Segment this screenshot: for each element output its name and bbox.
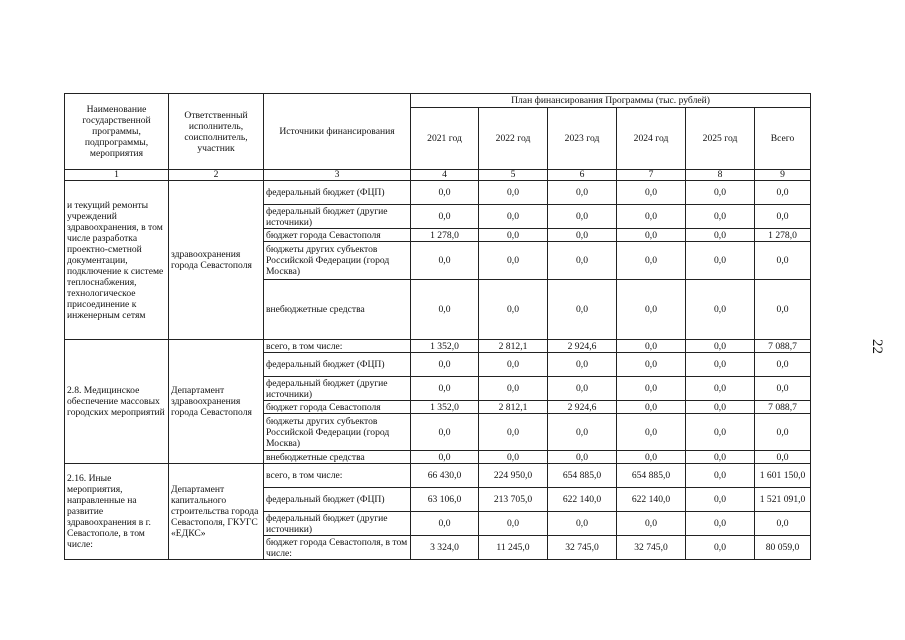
year-value: 0,0 — [686, 181, 755, 205]
total-value: 0,0 — [755, 414, 811, 451]
year-value: 0,0 — [479, 451, 548, 464]
year-value: 0,0 — [686, 512, 755, 536]
year-value: 0,0 — [617, 353, 686, 377]
col-number: 8 — [686, 170, 755, 181]
year-value: 0,0 — [411, 414, 479, 451]
funding-source: бюджеты других субъектов Российской Федерации (город Москва) — [264, 242, 411, 280]
year-value: 0,0 — [411, 205, 479, 229]
activity-name: и текущий ремонты учреждений здравоохранения, в том числе разработка проектно-сметной документации, подключение к системе теплоснабжения, технологическое присоединение к инженерным сетям — [65, 181, 169, 340]
year-value: 0,0 — [686, 353, 755, 377]
funding-source: бюджет города Севастополя — [264, 401, 411, 414]
header-year-2022: 2022 год — [479, 108, 548, 170]
header-year-2021: 2021 год — [411, 108, 479, 170]
year-value: 32 745,0 — [617, 536, 686, 560]
header-plan: План финансирования Программы (тыс. рублей) — [411, 94, 811, 108]
year-value: 0,0 — [479, 414, 548, 451]
year-value: 2 812,1 — [479, 401, 548, 414]
activity-name: 2.16. Иные мероприятия, направленные на развитие здравоохранения в г. Севастополе, в том числе: — [65, 464, 169, 560]
table-row — [65, 464, 811, 488]
year-value: 0,0 — [479, 377, 548, 401]
total-value: 0,0 — [755, 451, 811, 464]
year-value: 0,0 — [686, 488, 755, 512]
funding-source: всего, в том числе: — [264, 464, 411, 488]
col-number: 3 — [264, 170, 411, 181]
total-value: 0,0 — [755, 280, 811, 340]
year-value: 0,0 — [617, 205, 686, 229]
year-value: 622 140,0 — [548, 488, 617, 512]
total-value: 1 521 091,0 — [755, 488, 811, 512]
year-value: 0,0 — [479, 512, 548, 536]
year-value: 0,0 — [411, 512, 479, 536]
year-value: 0,0 — [617, 340, 686, 353]
col-number: 1 — [65, 170, 169, 181]
year-value: 0,0 — [479, 353, 548, 377]
total-value: 7 088,7 — [755, 401, 811, 414]
year-value: 0,0 — [686, 205, 755, 229]
funding-source: федеральный бюджет (ФЦП) — [264, 181, 411, 205]
year-value: 0,0 — [686, 401, 755, 414]
total-value: 0,0 — [755, 377, 811, 401]
year-value: 0,0 — [686, 464, 755, 488]
total-value: 0,0 — [755, 353, 811, 377]
year-value: 0,0 — [617, 451, 686, 464]
year-value: 0,0 — [411, 242, 479, 280]
year-value: 0,0 — [479, 229, 548, 242]
year-value: 0,0 — [686, 340, 755, 353]
header-executor: Ответственный исполнитель, соисполнитель, участник — [169, 94, 264, 170]
year-value: 66 430,0 — [411, 464, 479, 488]
financing-table — [64, 93, 811, 560]
funding-source: бюджет города Севастополя — [264, 229, 411, 242]
year-value: 0,0 — [548, 414, 617, 451]
funding-source: федеральный бюджет (другие источники) — [264, 377, 411, 401]
total-value: 0,0 — [755, 512, 811, 536]
year-value: 32 745,0 — [548, 536, 617, 560]
col-number: 6 — [548, 170, 617, 181]
total-value: 80 059,0 — [755, 536, 811, 560]
year-value: 0,0 — [617, 242, 686, 280]
funding-source: бюджеты других субъектов Российской Федерации (город Москва) — [264, 414, 411, 451]
executor: Департамент капитального строительства города Севастополя, ГКУГС «ЕДКС» — [169, 464, 264, 560]
year-value: 622 140,0 — [617, 488, 686, 512]
year-value: 2 812,1 — [479, 340, 548, 353]
funding-source: федеральный бюджет (ФЦП) — [264, 488, 411, 512]
year-value: 0,0 — [479, 242, 548, 280]
year-value: 213 705,0 — [479, 488, 548, 512]
year-value: 3 324,0 — [411, 536, 479, 560]
year-value: 1 352,0 — [411, 340, 479, 353]
year-value: 0,0 — [548, 451, 617, 464]
table-row — [65, 340, 811, 353]
year-value: 0,0 — [479, 205, 548, 229]
col-number: 5 — [479, 170, 548, 181]
year-value: 0,0 — [411, 377, 479, 401]
year-value: 0,0 — [617, 401, 686, 414]
year-value: 0,0 — [548, 512, 617, 536]
col-number: 9 — [755, 170, 811, 181]
year-value: 2 924,6 — [548, 401, 617, 414]
table-row — [65, 181, 811, 205]
year-value: 0,0 — [548, 377, 617, 401]
year-value: 0,0 — [617, 280, 686, 340]
year-value: 0,0 — [617, 377, 686, 401]
col-number: 4 — [411, 170, 479, 181]
funding-source: всего, в том числе: — [264, 340, 411, 353]
year-value: 0,0 — [617, 414, 686, 451]
year-value: 0,0 — [548, 205, 617, 229]
year-value: 0,0 — [548, 353, 617, 377]
year-value: 0,0 — [686, 229, 755, 242]
year-value: 11 245,0 — [479, 536, 548, 560]
funding-source: внебюджетные средства — [264, 280, 411, 340]
header-year-2025: 2025 год — [686, 108, 755, 170]
year-value: 2 924,6 — [548, 340, 617, 353]
year-value: 0,0 — [548, 280, 617, 340]
year-value: 0,0 — [548, 242, 617, 280]
executor: Департамент здравоохранения города Севастополя — [169, 340, 264, 464]
funding-source: внебюджетные средства — [264, 451, 411, 464]
header-total: Всего — [755, 108, 811, 170]
total-value: 0,0 — [755, 205, 811, 229]
activity-name: 2.8. Медицинское обеспечение массовых городских мероприятий — [65, 340, 169, 464]
year-value: 0,0 — [479, 181, 548, 205]
year-value: 0,0 — [548, 229, 617, 242]
year-value: 0,0 — [617, 512, 686, 536]
year-value: 0,0 — [411, 353, 479, 377]
col-number: 2 — [169, 170, 264, 181]
year-value: 0,0 — [686, 280, 755, 340]
year-value: 0,0 — [411, 181, 479, 205]
funding-source: федеральный бюджет (ФЦП) — [264, 353, 411, 377]
funding-source: бюджет города Севастополя, в том числе: — [264, 536, 411, 560]
total-value: 0,0 — [755, 242, 811, 280]
col-number: 7 — [617, 170, 686, 181]
year-value: 0,0 — [686, 377, 755, 401]
year-value: 0,0 — [686, 451, 755, 464]
year-value: 1 352,0 — [411, 401, 479, 414]
header-sources: Источники финансирования — [264, 94, 411, 170]
funding-source: федеральный бюджет (другие источники) — [264, 512, 411, 536]
total-value: 7 088,7 — [755, 340, 811, 353]
year-value: 0,0 — [686, 536, 755, 560]
year-value: 0,0 — [411, 280, 479, 340]
year-value: 654 885,0 — [617, 464, 686, 488]
total-value: 0,0 — [755, 181, 811, 205]
year-value: 0,0 — [686, 414, 755, 451]
header-name: Наименование государственной программы, подпрограммы, мероприятия — [65, 94, 169, 170]
year-value: 0,0 — [617, 229, 686, 242]
year-value: 1 278,0 — [411, 229, 479, 242]
page-number: 22 — [869, 339, 885, 354]
year-value: 654 885,0 — [548, 464, 617, 488]
year-value: 63 106,0 — [411, 488, 479, 512]
funding-source: федеральный бюджет (другие источники) — [264, 205, 411, 229]
year-value: 0,0 — [617, 181, 686, 205]
financing-table-body — [65, 181, 811, 560]
year-value: 224 950,0 — [479, 464, 548, 488]
year-value: 0,0 — [411, 451, 479, 464]
executor: здравоохранения города Севастополя — [169, 181, 264, 340]
year-value: 0,0 — [686, 242, 755, 280]
header-year-2023: 2023 год — [548, 108, 617, 170]
year-value: 0,0 — [479, 280, 548, 340]
year-value: 0,0 — [548, 181, 617, 205]
total-value: 1 601 150,0 — [755, 464, 811, 488]
header-year-2024: 2024 год — [617, 108, 686, 170]
total-value: 1 278,0 — [755, 229, 811, 242]
